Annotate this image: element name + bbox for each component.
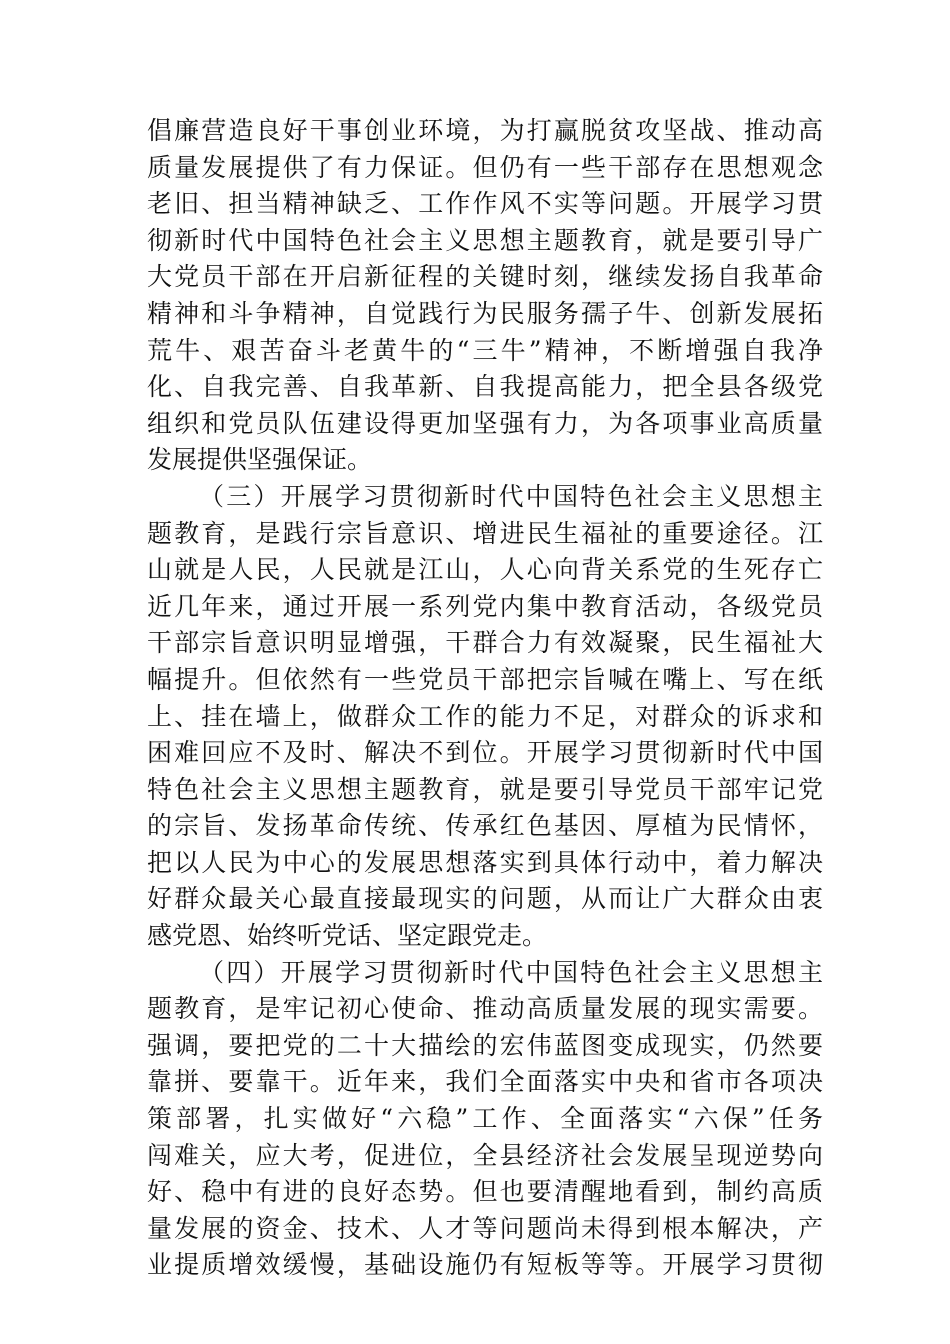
paragraph xyxy=(147,955,823,1284)
text-line: 特色社会主义思想主题教育，就是要引导党员干部牢记党 xyxy=(147,774,823,804)
text-line: 精神和斗争精神，自觉践行为民服务孺子牛、创新发展拓 xyxy=(147,298,823,328)
paragraph xyxy=(147,479,823,955)
text-line: 强调，要把党的二十大描绘的宏伟蓝图变成现实，仍然要 xyxy=(147,1030,823,1060)
paragraph xyxy=(147,113,823,479)
text-line: 彻新时代中国特色社会主义思想主题教育，就是要引导广 xyxy=(147,225,823,255)
text-line: 干部宗旨意识明显增强，干群合力有效凝聚，民生福祉大 xyxy=(147,628,823,658)
text-line: 荒牛、艰苦奋斗老黄牛的“三牛”精神，不断增强自我净 xyxy=(147,335,823,365)
text-line: 组织和党员队伍建设得更加坚强有力，为各项事业高质量 xyxy=(147,408,823,438)
text-line: 老旧、担当精神缺乏、工作作风不实等问题。开展学习贯 xyxy=(147,189,823,219)
text-line: 闯难关，应大考，促进位，全县经济社会发展呈现逆势向 xyxy=(147,1140,823,1170)
text-line: （四）开展学习贯彻新时代中国特色社会主义思想主 xyxy=(199,957,823,987)
text-line: 化、自我完善、自我革新、自我提高能力，把全县各级党 xyxy=(147,372,823,402)
text-line: 策部署，扎实做好“六稳”工作、全面落实“六保”任务 xyxy=(147,1104,823,1134)
text-line: （三）开展学习贯彻新时代中国特色社会主义思想主 xyxy=(199,481,823,511)
body-text xyxy=(147,113,823,1284)
text-line: 题教育，是牢记初心使命、推动高质量发展的现实需要。 xyxy=(147,994,823,1024)
text-line: 的宗旨、发扬革命传统、传承红色基因、厚植为民情怀， xyxy=(147,811,823,841)
text-line: 把以人民为中心的发展思想落实到具体行动中，着力解决 xyxy=(147,847,823,877)
text-line: 困难回应不及时、解决不到位。开展学习贯彻新时代中国 xyxy=(147,738,823,768)
text-line: 上、挂在墙上，做群众工作的能力不足，对群众的诉求和 xyxy=(147,701,823,731)
text-line: 题教育，是践行宗旨意识、增进民生福祉的重要途径。江 xyxy=(147,518,823,548)
text-line: 好群众最关心最直接最现实的问题，从而让广大群众由衷 xyxy=(147,884,823,914)
text-line: 质量发展提供了有力保证。但仍有一些干部存在思想观念 xyxy=(147,152,823,182)
text-line: 量发展的资金、技术、人才等问题尚未得到根本解决，产 xyxy=(147,1213,823,1243)
text-line: 大党员干部在开启新征程的关键时刻，继续发扬自我革命 xyxy=(147,262,823,292)
text-line: 靠拼、要靠干。近年来，我们全面落实中央和省市各项决 xyxy=(147,1067,823,1097)
text-line: 发展提供坚强保证。 xyxy=(147,445,373,475)
text-line: 山就是人民，人民就是江山，人心向背关系党的生死存亡 xyxy=(147,555,823,585)
text-line: 感党恩、始终听党话、坚定跟党走。 xyxy=(147,921,548,951)
text-line: 幅提升。但依然有一些党员干部把宗旨喊在嘴上、写在纸 xyxy=(147,664,823,694)
text-line: 倡廉营造良好干事创业环境，为打赢脱贫攻坚战、推动高 xyxy=(147,116,823,145)
text-line: 业提质增效缓慢，基础设施仍有短板等等。开展学习贯彻 xyxy=(147,1250,823,1280)
text-line: 近几年来，通过开展一系列党内集中教育活动，各级党员 xyxy=(147,591,823,621)
text-line: 好、稳中有进的良好态势。但也要清醒地看到，制约高质 xyxy=(147,1177,823,1207)
